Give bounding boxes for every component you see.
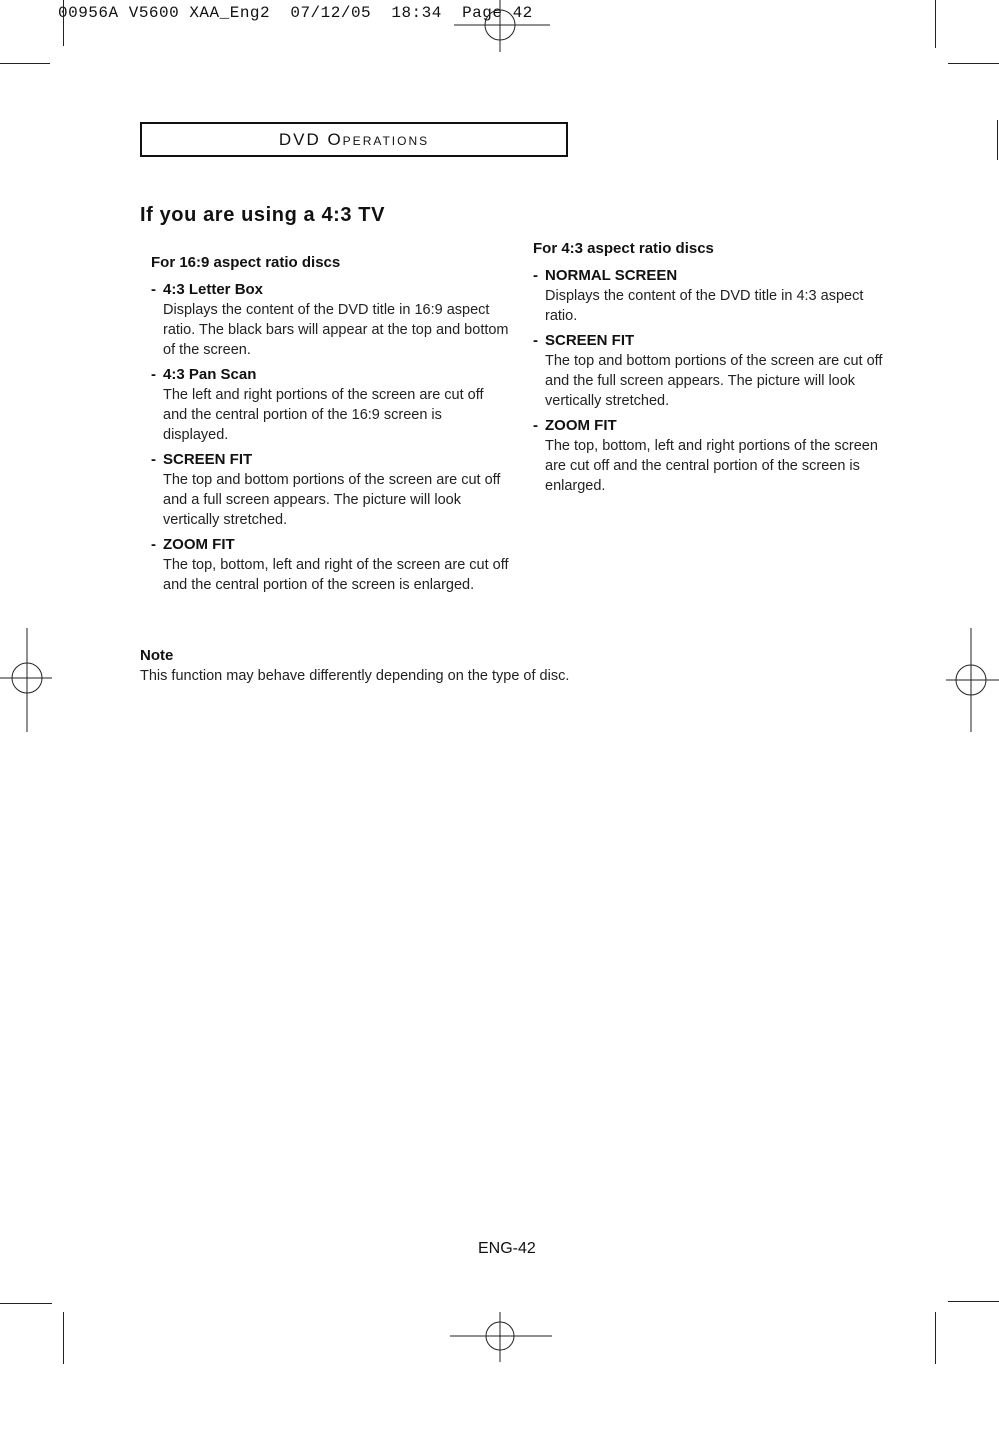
note-text: This function may behave differently depending on the type of disc. — [140, 668, 570, 684]
bullet: - — [533, 332, 538, 349]
item-title: NORMAL SCREEN — [545, 267, 678, 284]
bullet: - — [533, 417, 538, 434]
section-header — [140, 122, 568, 157]
page-number: ENG-42 — [478, 1240, 536, 1257]
section-header-label: DVD Operations — [278, 129, 430, 149]
bullet: - — [151, 451, 156, 468]
item-title: SCREEN FIT — [545, 332, 635, 349]
list-item — [151, 450, 511, 530]
item-text: Displays the content of the DVD title in 4:3 aspect ratio. — [545, 288, 864, 324]
page-title: If you are using a 4:3 TV — [140, 204, 386, 226]
right-column — [533, 240, 893, 501]
registration-mark-bottom — [450, 1312, 552, 1362]
left-column — [151, 254, 511, 600]
bullet: - — [151, 366, 156, 383]
item-text: The top, bottom, left and right portions of the screen are cut off and the central portion of the screen is enlarged. — [545, 438, 878, 494]
list-item — [533, 331, 893, 411]
right-column-heading: For 4:3 aspect ratio discs — [533, 240, 714, 257]
list-item — [533, 416, 893, 496]
item-title: ZOOM FIT — [163, 536, 235, 553]
registration-mark-left — [0, 628, 52, 732]
print-slug: 00956A V5600 XAA_Eng2 07/12/05 18:34 Page 42 — [58, 4, 533, 22]
note-label: Note — [140, 647, 174, 664]
item-text: The left and right portions of the screen are cut off and the central portion of the 16:9 screen is displayed. — [163, 387, 484, 443]
list-item — [151, 535, 511, 595]
bullet: - — [151, 281, 156, 298]
registration-mark-top — [454, 0, 550, 52]
registration-mark-right — [946, 628, 999, 732]
item-text: The top and bottom portions of the screen are cut off and the full screen appears. The picture will look vertically stretched. — [545, 353, 883, 409]
item-title: 4:3 Letter Box — [163, 281, 264, 298]
item-text: Displays the content of the DVD title in 16:9 aspect ratio. The black bars will appear at the top and bottom of the screen. — [163, 302, 509, 358]
list-item — [151, 365, 511, 445]
item-text: The top and bottom portions of the screen are cut off and a full screen appears. The picture will look vertically stretched. — [163, 472, 501, 528]
item-title: 4:3 Pan Scan — [163, 366, 257, 383]
list-item — [151, 280, 511, 360]
bullet: - — [533, 267, 538, 284]
list-item — [533, 266, 893, 326]
left-column-heading: For 16:9 aspect ratio discs — [151, 254, 341, 271]
item-title: SCREEN FIT — [163, 451, 253, 468]
bullet: - — [151, 536, 156, 553]
item-title: ZOOM FIT — [545, 417, 617, 434]
item-text: The top, bottom, left and right of the screen are cut off and the central portion of the screen is enlarged. — [163, 557, 509, 593]
